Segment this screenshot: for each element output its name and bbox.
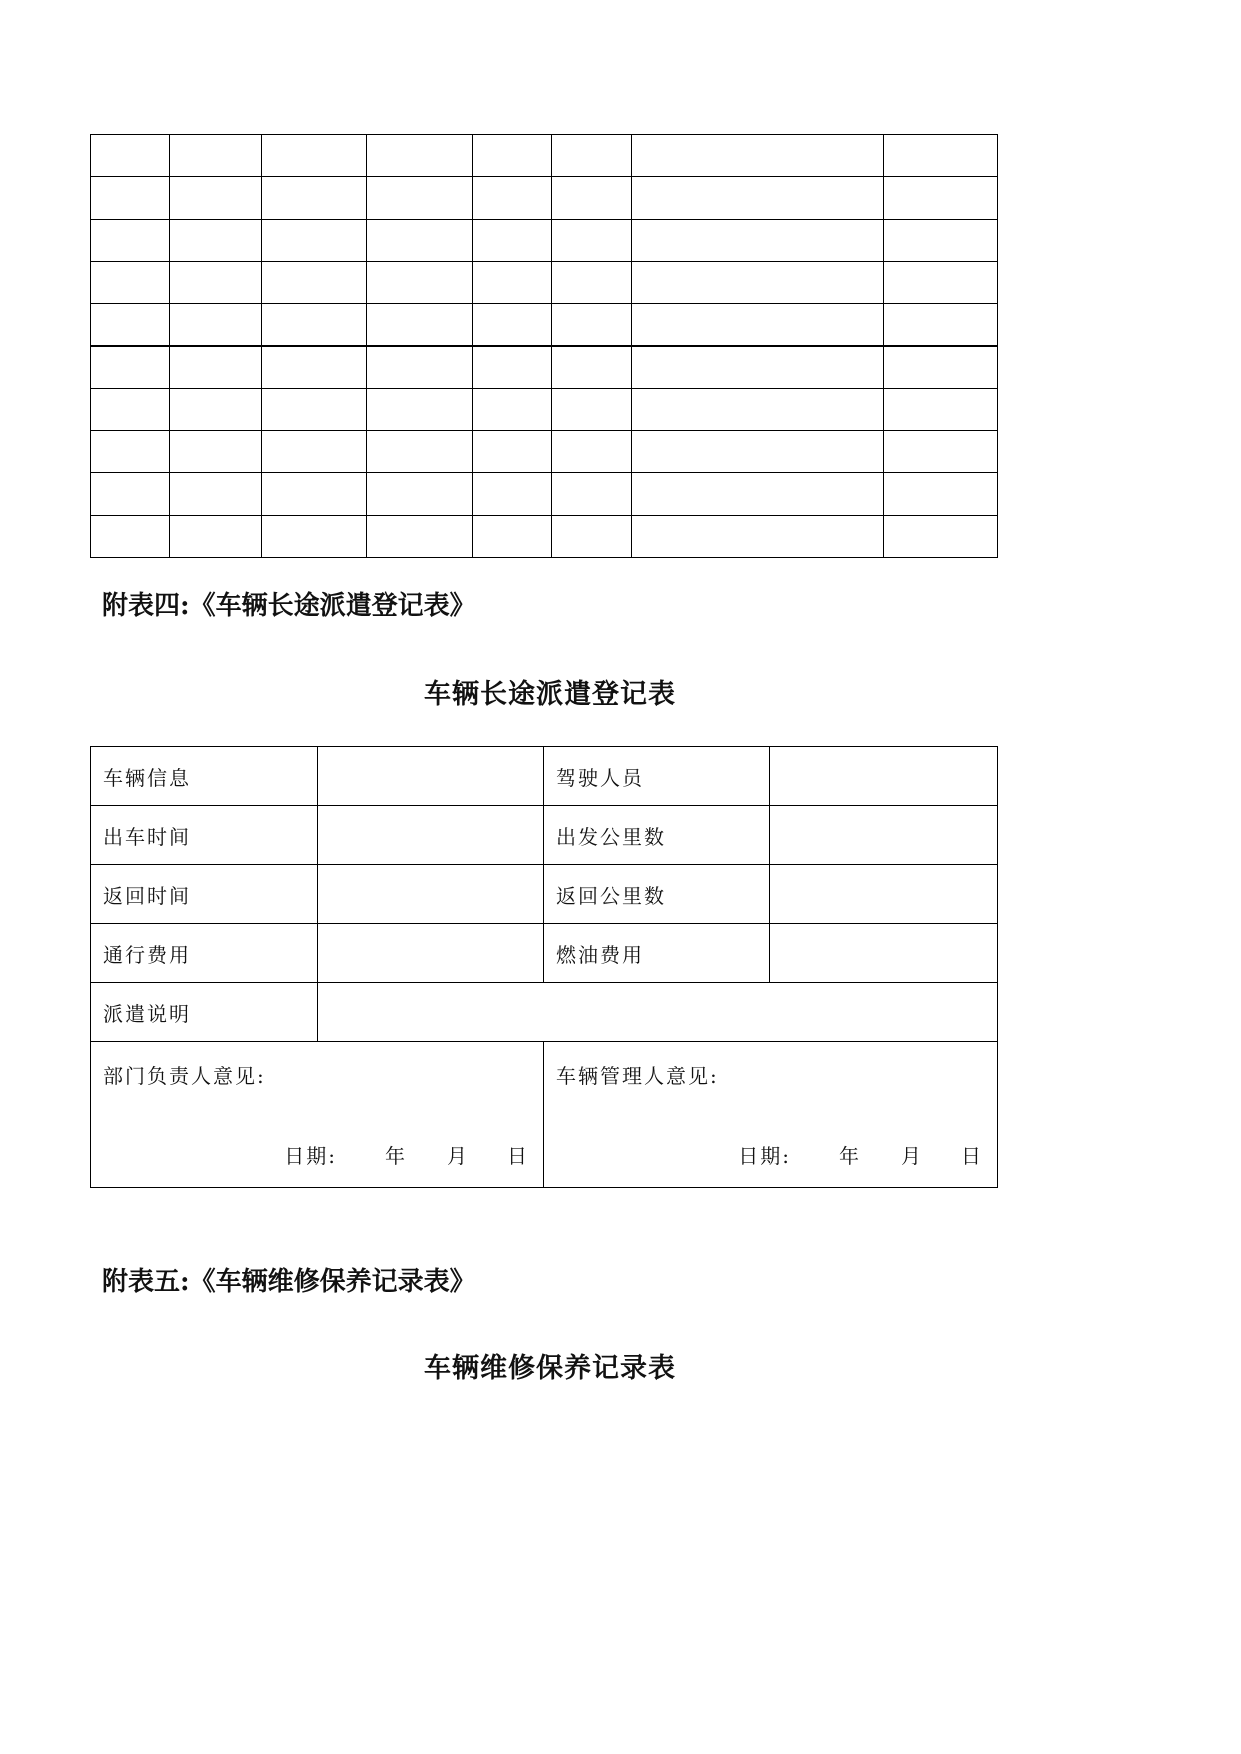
dept-opinion-label: 部门负责人意见: — [103, 1064, 266, 1088]
grid-cell[interactable] — [367, 135, 473, 177]
departure-mileage-label: 出发公里数 — [544, 806, 770, 865]
vehicle-info-label: 车辆信息 — [91, 747, 318, 806]
grid-row — [91, 135, 998, 177]
grid-cell[interactable] — [632, 473, 884, 515]
grid-cell[interactable] — [552, 473, 632, 515]
grid-cell[interactable] — [632, 346, 884, 388]
grid-cell[interactable] — [473, 346, 552, 388]
grid-cell[interactable] — [262, 135, 367, 177]
grid-cell[interactable] — [473, 388, 552, 430]
grid-cell[interactable] — [552, 135, 632, 177]
grid-row — [91, 515, 998, 557]
grid-cell[interactable] — [884, 304, 998, 346]
grid-cell[interactable] — [632, 515, 884, 557]
empty-record-grid — [90, 134, 998, 558]
grid-cell[interactable] — [473, 219, 552, 261]
date-month: 月 — [901, 1144, 923, 1168]
vehicle-info-field[interactable] — [318, 747, 544, 806]
grid-cell[interactable] — [170, 219, 262, 261]
grid-cell[interactable] — [367, 177, 473, 219]
fuel-fee-label: 燃油费用 — [544, 924, 770, 983]
grid-cell[interactable] — [91, 304, 170, 346]
date-year: 年 — [385, 1144, 407, 1168]
grid-cell[interactable] — [552, 219, 632, 261]
grid-row — [91, 304, 998, 346]
grid-cell[interactable] — [262, 219, 367, 261]
grid-cell[interactable] — [884, 346, 998, 388]
driver-label: 驾驶人员 — [544, 747, 770, 806]
grid-cell[interactable] — [367, 388, 473, 430]
grid-cell[interactable] — [632, 431, 884, 473]
grid-cell[interactable] — [91, 135, 170, 177]
grid-cell[interactable] — [262, 515, 367, 557]
grid-cell[interactable] — [91, 515, 170, 557]
grid-cell[interactable] — [91, 388, 170, 430]
grid-cell[interactable] — [367, 431, 473, 473]
grid-cell[interactable] — [170, 388, 262, 430]
grid-cell[interactable] — [262, 177, 367, 219]
grid-cell[interactable] — [632, 177, 884, 219]
grid-cell[interactable] — [884, 431, 998, 473]
grid-cell[interactable] — [91, 473, 170, 515]
grid-cell[interactable] — [884, 135, 998, 177]
grid-cell[interactable] — [884, 515, 998, 557]
grid-cell[interactable] — [170, 261, 262, 303]
grid-cell[interactable] — [262, 261, 367, 303]
departure-time-field[interactable] — [318, 806, 544, 865]
grid-cell[interactable] — [170, 346, 262, 388]
return-mileage-label: 返回公里数 — [544, 865, 770, 924]
grid-cell[interactable] — [473, 473, 552, 515]
grid-cell[interactable] — [262, 431, 367, 473]
date-label: 日期: — [284, 1144, 337, 1168]
grid-cell[interactable] — [632, 219, 884, 261]
grid-cell[interactable] — [884, 473, 998, 515]
grid-cell[interactable] — [552, 177, 632, 219]
grid-cell[interactable] — [91, 177, 170, 219]
manager-opinion-date — [738, 1140, 983, 1169]
maintenance-form-title: 车辆维修保养记录表 — [424, 1353, 676, 1384]
grid-cell[interactable] — [552, 431, 632, 473]
grid-cell[interactable] — [473, 515, 552, 557]
grid-cell[interactable] — [170, 135, 262, 177]
grid-cell[interactable] — [473, 177, 552, 219]
grid-cell[interactable] — [884, 388, 998, 430]
grid-cell[interactable] — [473, 261, 552, 303]
return-time-field[interactable] — [318, 865, 544, 924]
grid-row — [91, 431, 998, 473]
date-day: 日 — [961, 1144, 983, 1168]
grid-cell[interactable] — [91, 431, 170, 473]
date-label: 日期: — [738, 1144, 791, 1168]
grid-row — [91, 261, 998, 303]
grid-cell[interactable] — [367, 473, 473, 515]
grid-cell[interactable] — [367, 261, 473, 303]
grid-cell[interactable] — [367, 346, 473, 388]
grid-cell[interactable] — [884, 177, 998, 219]
grid-row — [91, 177, 998, 219]
toll-fee-label: 通行费用 — [91, 924, 318, 983]
grid-cell[interactable] — [473, 304, 552, 346]
manager-opinion-cell[interactable] — [544, 1042, 998, 1188]
dept-opinion-date — [284, 1140, 529, 1169]
grid-cell[interactable] — [367, 304, 473, 346]
grid-cell[interactable] — [632, 388, 884, 430]
dept-opinion-cell[interactable] — [91, 1042, 544, 1188]
grid-cell[interactable] — [367, 515, 473, 557]
grid-row — [91, 388, 998, 430]
grid-cell[interactable] — [552, 515, 632, 557]
grid-cell[interactable] — [170, 431, 262, 473]
dispatch-registration-form — [90, 746, 998, 1188]
dispatch-form-title: 车辆长途派遣登记表 — [424, 679, 676, 710]
driver-field[interactable] — [770, 747, 998, 806]
grid-cell[interactable] — [262, 388, 367, 430]
section-five-heading: 附表五:《车辆维修保养记录表》 — [102, 1267, 476, 1297]
return-mileage-field[interactable] — [770, 865, 998, 924]
grid-cell[interactable] — [170, 473, 262, 515]
grid-cell[interactable] — [552, 304, 632, 346]
departure-time-label: 出车时间 — [91, 806, 318, 865]
departure-mileage-field[interactable] — [770, 806, 998, 865]
grid-row — [91, 219, 998, 261]
section-four-heading: 附表四:《车辆长途派遣登记表》 — [102, 591, 476, 621]
grid-cell[interactable] — [262, 304, 367, 346]
grid-row — [91, 473, 998, 515]
dispatch-note-label: 派遣说明 — [91, 983, 318, 1042]
grid-cell[interactable] — [91, 346, 170, 388]
grid-row — [91, 346, 998, 388]
dispatch-note-field[interactable] — [318, 983, 998, 1042]
grid-cell[interactable] — [262, 346, 367, 388]
grid-cell[interactable] — [367, 219, 473, 261]
grid-cell[interactable] — [473, 431, 552, 473]
grid-cell[interactable] — [170, 177, 262, 219]
manager-opinion-label: 车辆管理人意见: — [556, 1064, 719, 1088]
toll-fee-field[interactable] — [318, 924, 544, 983]
grid-cell[interactable] — [632, 304, 884, 346]
grid-cell[interactable] — [170, 304, 262, 346]
fuel-fee-field[interactable] — [770, 924, 998, 983]
grid-cell[interactable] — [552, 388, 632, 430]
date-year: 年 — [839, 1144, 861, 1168]
date-month: 月 — [447, 1144, 469, 1168]
grid-cell[interactable] — [884, 261, 998, 303]
grid-cell[interactable] — [884, 219, 998, 261]
grid-cell[interactable] — [552, 346, 632, 388]
grid-cell[interactable] — [91, 219, 170, 261]
grid-cell[interactable] — [632, 135, 884, 177]
grid-cell[interactable] — [473, 135, 552, 177]
return-time-label: 返回时间 — [91, 865, 318, 924]
grid-cell[interactable] — [170, 515, 262, 557]
date-day: 日 — [507, 1144, 529, 1168]
grid-cell[interactable] — [262, 473, 367, 515]
grid-cell[interactable] — [91, 261, 170, 303]
grid-cell[interactable] — [632, 261, 884, 303]
grid-cell[interactable] — [552, 261, 632, 303]
